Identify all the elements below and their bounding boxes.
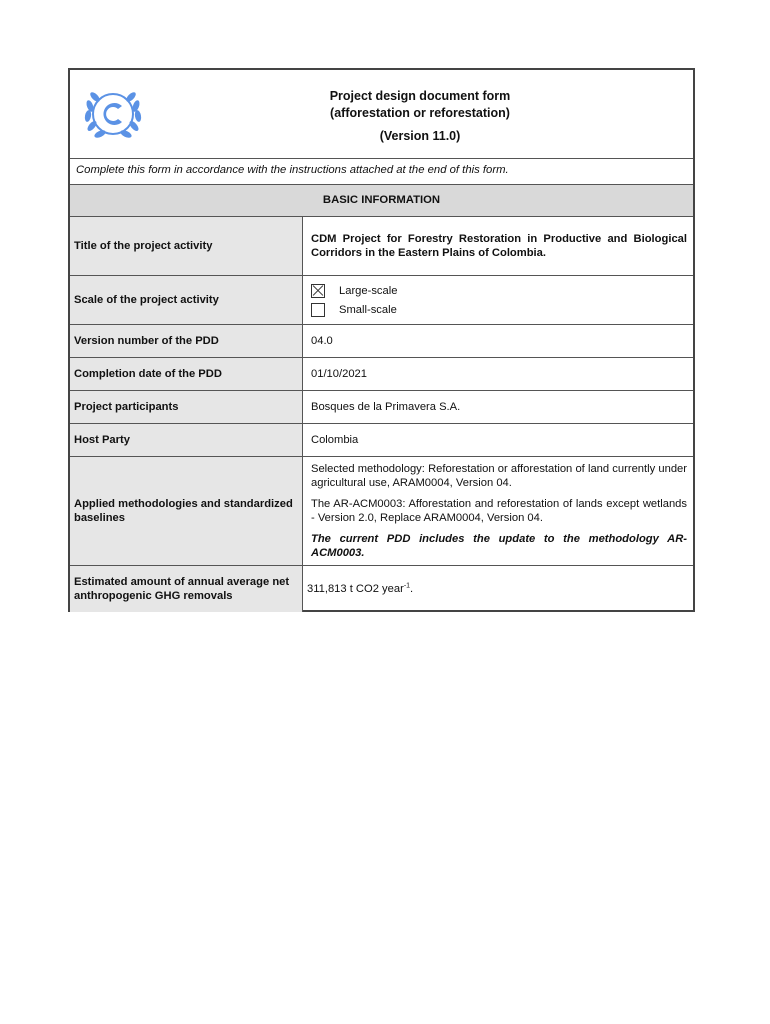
- row-title: [70, 217, 693, 276]
- row-scale: [70, 276, 693, 325]
- title-line-1: Project design document form: [329, 89, 511, 103]
- row-participants: [70, 391, 693, 424]
- row-ghg-removals: [70, 566, 693, 612]
- row-version: [70, 325, 693, 358]
- option-label: Large-scale: [339, 284, 398, 297]
- methodology-note: The current PDD includes the update to the methodology AR-ACM0003.: [311, 533, 687, 559]
- title-line-2: (afforestation or reforestation): [330, 106, 510, 120]
- row-label: Completion date of the PDD: [70, 358, 303, 390]
- scale-options: [303, 276, 693, 324]
- row-completion-date: [70, 358, 693, 391]
- row-label: Version number of the PDD: [70, 325, 303, 357]
- row-value: [303, 424, 693, 456]
- ghg-removals-value: [307, 582, 687, 596]
- empty-checkbox-icon[interactable]: [311, 303, 325, 317]
- unfccc-logo-icon: [82, 84, 144, 144]
- row-label: Applied methodologies and standardized baselines: [70, 457, 303, 565]
- project-title-text: CDM Project for Forestry Restoration in Productive and Biological Corridors in the Eastern Plains of Colombia.: [311, 233, 687, 259]
- methodologies-value: [303, 457, 693, 565]
- removals-exponent: -1: [403, 582, 411, 590]
- version-value: 04.0: [311, 335, 333, 347]
- row-value: [303, 358, 693, 390]
- participants-value: Bosques de la Primavera S.A.: [311, 401, 461, 413]
- form-version: (Version 11.0): [379, 129, 461, 143]
- checked-checkbox-icon[interactable]: [311, 284, 325, 298]
- option-label: Small-scale: [339, 303, 397, 316]
- row-label: Host Party: [70, 424, 303, 456]
- row-label: Scale of the project activity: [70, 276, 303, 324]
- section-header-basic-information: BASIC INFORMATION: [70, 184, 693, 217]
- form-instructions: Complete this form in accordance with the instructions attached at the end of this form.: [70, 158, 693, 184]
- row-value: [303, 325, 693, 357]
- form-header: [70, 70, 693, 158]
- row-value: [303, 566, 693, 612]
- form-title: [260, 88, 580, 145]
- option-large-scale[interactable]: [311, 281, 687, 300]
- removals-amount: 311,813 t CO2 year: [307, 583, 404, 595]
- row-methodologies: [70, 457, 693, 566]
- methodology-paragraph-2: The AR-ACM0003: Afforestation and reforestation of lands except wetlands - Version 2.0, Replace ARAM0004, Version 04.: [311, 498, 687, 524]
- row-label: Title of the project activity: [70, 217, 303, 275]
- project-title-value: [303, 217, 693, 275]
- completion-date-value: 01/10/2021: [311, 368, 367, 380]
- row-label: Estimated amount of annual average net anthropogenic GHG removals: [70, 566, 303, 612]
- pdd-form: [68, 68, 695, 612]
- row-label: Project participants: [70, 391, 303, 423]
- host-party-value: Colombia: [311, 434, 359, 446]
- row-host-party: [70, 424, 693, 457]
- row-value: [303, 391, 693, 423]
- methodology-paragraph-1: Selected methodology: Reforestation or afforestation of land currently under agricultural use, ARAM0004, Version 04.: [311, 463, 687, 489]
- option-small-scale[interactable]: [311, 300, 687, 319]
- removals-suffix: .: [410, 583, 414, 595]
